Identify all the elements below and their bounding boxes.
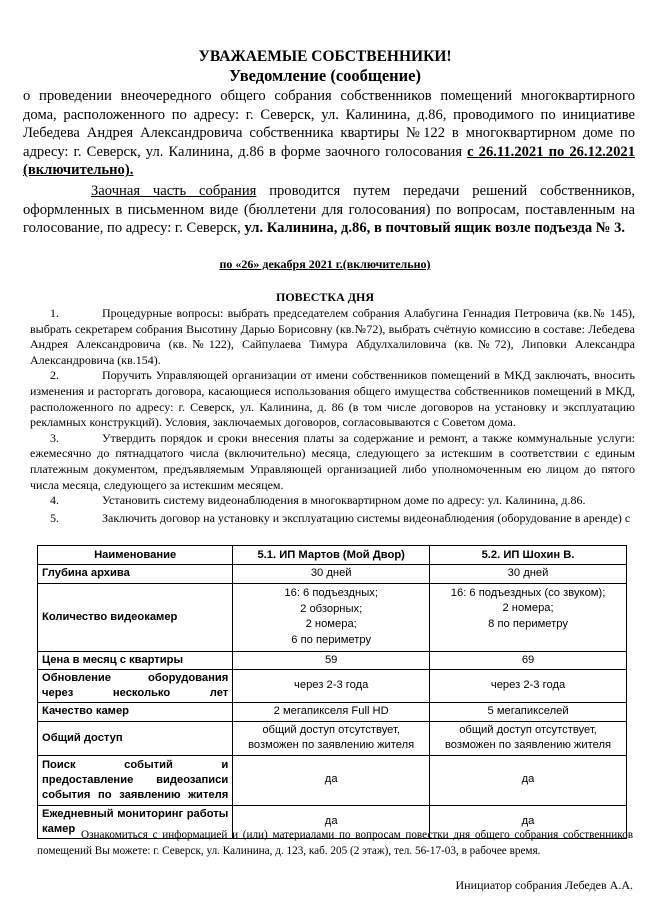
value-martov: через 2-3 года bbox=[233, 670, 430, 703]
table-header-cell: Наименование bbox=[38, 546, 233, 565]
value-line: 2 обзорных; bbox=[300, 602, 363, 615]
row-label: Обновление оборудования через несколько лет bbox=[38, 670, 233, 703]
value-shokhin: 30 дней bbox=[430, 565, 627, 584]
agenda-item-number: 2. bbox=[50, 368, 59, 383]
deadline: по «26» декабря 2021 г.(включительно) bbox=[219, 257, 431, 271]
value-martov: да bbox=[233, 805, 430, 838]
value-line: возможен по заявлению жителя bbox=[248, 739, 415, 751]
value-shokhin bbox=[430, 583, 627, 651]
agenda-item-number: 4. bbox=[50, 493, 59, 508]
agenda-item-number: 3. bbox=[50, 430, 59, 445]
value-shokhin: 5 мегапикселей bbox=[430, 703, 627, 722]
agenda-item bbox=[30, 306, 635, 368]
row-label: Ежедневный мониторинг работы камер bbox=[38, 805, 233, 838]
table-header-cell: 5.1. ИП Мартов (Мой Двор) bbox=[233, 546, 430, 565]
agenda-item-text: Установить систему видеонаблюдения в многоквартирном доме по адресу: ул. Калинина, д.86. bbox=[102, 493, 586, 508]
absentee-text: проводится путем передачи решений собственников, оформленных в письменном виде (бюллетени для голосования) по вопросам, поставленным на голосование, по адресу: г. Северск, bbox=[23, 183, 635, 237]
value-line: 2 номера; bbox=[305, 618, 357, 630]
table-row bbox=[38, 703, 627, 722]
value-shokhin: да bbox=[430, 805, 627, 838]
page-subtitle: Уведомление (сообщение) bbox=[229, 66, 421, 85]
row-label: Поиск событий и предоставление видеозаписи события по заявлению жителя bbox=[38, 755, 233, 805]
intro-text: о проведении внеочередного общего собрания собственников помещений многоквартирного дома, расположенного по адресу: г. Северск, ул. Калинина, д.86, проводимого по инициативе Лебедева Андрея Александровича собственника квартиры №122 в многоквартирном доме по адресу: г. Северск, ул. Калинина, д.86 в форме заочного голосования bbox=[23, 88, 635, 160]
absentee-paragraph bbox=[23, 182, 635, 238]
agenda-item bbox=[30, 511, 635, 527]
absentee-label: Заочная часть собрания bbox=[91, 183, 257, 199]
row-label: Цена в месяц с квартиры bbox=[38, 651, 233, 670]
value-martov bbox=[233, 721, 430, 755]
mailbox-address: ул. Калинина, д.86, в почтовый ящик возле подъезда № 3. bbox=[244, 220, 626, 237]
table-row bbox=[38, 670, 627, 703]
footer-note bbox=[37, 828, 633, 859]
agenda-item-number: 5. bbox=[50, 510, 59, 525]
intro-paragraph bbox=[23, 87, 635, 180]
row-label: Качество камер bbox=[38, 703, 233, 722]
value-line: возможен по заявлению жителя bbox=[444, 739, 612, 751]
agenda-item bbox=[30, 493, 635, 509]
comparison-table bbox=[37, 545, 627, 839]
table-row bbox=[38, 651, 627, 670]
row-label: Общий доступ bbox=[38, 721, 233, 755]
agenda-item bbox=[30, 368, 635, 430]
agenda-item bbox=[30, 431, 635, 493]
value-line: общий доступ отсутствует, bbox=[262, 723, 401, 736]
value-shokhin: да bbox=[430, 755, 627, 805]
table-row bbox=[38, 583, 627, 651]
table-row bbox=[38, 755, 627, 805]
table-row bbox=[38, 721, 627, 755]
value-martov bbox=[233, 583, 430, 651]
agenda-list bbox=[30, 306, 635, 526]
agenda-item-text: Утвердить порядок и сроки внесения платы за содержание и ремонт, а также коммунальные услуги: ежемесячно до пятнадцатого числа (включительно) месяца, следующего за истекшим в соответствии с единым платежным документом, предъявляемым Управляющей организацией либо уполномоченным ею лицом до пятого числа месяца, следующего за истекшим месяцем. bbox=[30, 430, 635, 492]
footer-text: Ознакомиться с информацией и (или) материалами по вопросам повестки дня общего собрания собственников помещений Вы можете: г. Северск, ул. Калинина, д. 123, каб. 205 (2 этаж), тел. 56-17-03, в рабочее время. bbox=[37, 829, 633, 857]
table-row bbox=[38, 565, 627, 584]
value-martov: 30 дней bbox=[233, 565, 430, 584]
value-shokhin: через 2-3 года bbox=[430, 670, 627, 703]
value-line: 6 по периметру bbox=[291, 633, 372, 646]
value-martov: 2 мегапикселя Full HD bbox=[233, 703, 430, 722]
value-line: общий доступ отсутствует, bbox=[459, 723, 597, 736]
value-martov: 59 bbox=[233, 651, 430, 670]
value-line: 16: 6 подъездных; bbox=[284, 587, 378, 599]
value-shokhin bbox=[430, 721, 627, 755]
agenda-title: ПОВЕСТКА ДНЯ bbox=[276, 290, 374, 304]
value-martov: да bbox=[233, 755, 430, 805]
agenda-item-number: 1. bbox=[50, 306, 59, 320]
value-shokhin: 69 bbox=[430, 651, 627, 670]
agenda-item-text: Процедурные вопросы: выбрать председателем собрания Алабугина Геннадия Петровича (кв.№ 145), выбрать секретарем собрания Высотину Дарью Борисовну (кв.№72), выбрать счётную комиссию в составе: Лебедева Андрея Александровича (кв.№122), Сайпулаева Тимура Абдулхалиловича (кв.№72), Липовки Александра Александровича (кв.154). bbox=[30, 306, 635, 367]
page-title: УВАЖАЕМЫЕ СОБСТВЕННИКИ! bbox=[198, 48, 452, 65]
signature: Инициатор собрания Лебедев А.А. bbox=[455, 878, 633, 892]
value-line: 16: 6 подъездных (со звуком); bbox=[450, 586, 606, 599]
agenda-item-text: Заключить договор на установку и эксплуатацию системы видеонаблюдения (оборудование в аренде) с bbox=[102, 510, 631, 525]
agenda-item-text: Поручить Управляющей организации от имени собственников помещений в МКД заключать, вносить изменения и расторгать договора, касающиеся использования общего имущества собственников помещений в МКД, расположенного по адресу: г. Северск, ул. Калинина, д. 86 (в том числе договоров на установку и эксплуатацию рекламных конструкций). Условия, заключаемых договоров, согласовываются с Советом дома. bbox=[30, 368, 635, 430]
value-line: 2 номера; bbox=[502, 602, 554, 614]
voting-period: с 26.11.2021 по 26.12.2021 (включительно). bbox=[23, 143, 635, 179]
table-header-row bbox=[38, 546, 627, 565]
row-label: Глубина архива bbox=[38, 565, 233, 584]
table-header-cell: 5.2. ИП Шохин В. bbox=[430, 546, 627, 565]
row-label: Количество видеокамер bbox=[38, 583, 233, 651]
value-line: 8 по периметру bbox=[488, 617, 568, 630]
